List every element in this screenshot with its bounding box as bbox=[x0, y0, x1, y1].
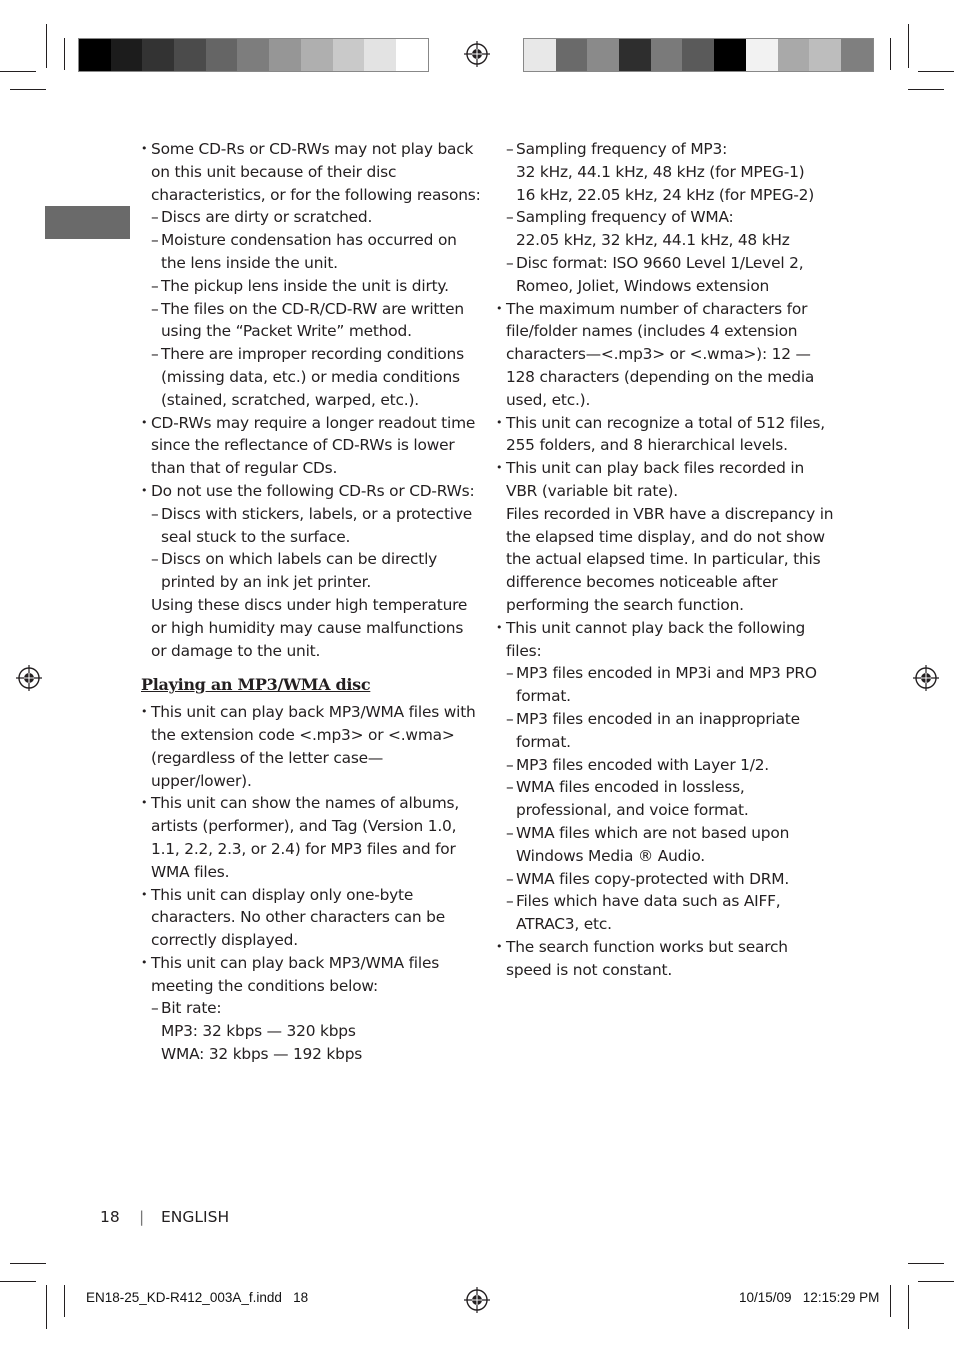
crop-mark bbox=[0, 1281, 36, 1282]
dash-text: WMA files encoded in lossless, professional, and voice format. bbox=[516, 778, 749, 820]
dash-text: Bit rate: bbox=[161, 999, 222, 1018]
dash-item: – Discs are dirty or scratched. bbox=[151, 208, 373, 227]
bullet-text: This unit can show the names of albums, artists (performer), and Tag (Version 1.0, 1.1, 2.2, 2.3, or 2.4) for MP3 files and for WMA files. bbox=[151, 794, 460, 881]
section-heading: Playing an MP3/WMA disc bbox=[141, 675, 371, 695]
crop-mark bbox=[890, 1285, 891, 1317]
note-paragraph: Files recorded in VBR have a discrepancy in the elapsed time display, and do not show the actual elapsed time. In particular, this difference becomes noticeable after performing the search function. bbox=[506, 504, 834, 614]
dash-item: – Bit rate: bbox=[151, 999, 222, 1018]
slug-filename: EN18-25_KD-R412_003A_f.indd 18 bbox=[86, 1290, 309, 1305]
color-swatch bbox=[556, 39, 588, 71]
color-swatch bbox=[174, 39, 206, 71]
dash-item: – Moisture condensation has occurred on the lens inside the unit. bbox=[151, 231, 457, 272]
bullet-text: Some CD-Rs or CD-RWs may not play back on this unit because of their disc characteristics, or for the following reasons: bbox=[151, 140, 481, 204]
crop-mark bbox=[10, 1263, 46, 1264]
color-swatch bbox=[142, 39, 174, 71]
dash-item: – Discs on which labels can be directly printed by an ink jet printer. bbox=[151, 550, 438, 592]
bullet-text: This unit can play back MP3/WMA files meeting the conditions below: bbox=[151, 953, 440, 995]
right-column bbox=[496, 138, 836, 981]
dash-item: – Disc format: ISO 9660 Level 1/Level 2, Romeo, Joliet, Windows extension bbox=[506, 253, 804, 295]
bullet-item bbox=[141, 792, 481, 883]
dash-text: Disc format: ISO 9660 Level 1/Level 2, Romeo, Joliet, Windows extension bbox=[516, 253, 804, 295]
color-swatch bbox=[301, 39, 333, 71]
dash-item: – Discs with stickers, labels, or a protective seal stuck to the surface. bbox=[151, 504, 473, 546]
color-swatch bbox=[682, 39, 714, 71]
crop-mark bbox=[918, 1281, 954, 1282]
color-swatch bbox=[809, 39, 841, 71]
bullet-item bbox=[141, 138, 481, 206]
dash-text: MP3 files encoded with Layer 1/2. bbox=[516, 755, 770, 774]
spec-line: 32 kHz, 44.1 kHz, 48 kHz (for MPEG-1) bbox=[516, 162, 805, 181]
bullet-item bbox=[141, 412, 481, 480]
registration-mark-icon bbox=[464, 41, 490, 67]
bullet-text: The search function works but search speed is not constant. bbox=[506, 937, 788, 979]
crop-mark bbox=[908, 1285, 909, 1329]
bullet-item bbox=[141, 480, 481, 503]
dash-text: Sampling frequency of WMA: bbox=[516, 208, 734, 227]
page-number: 18 bbox=[100, 1208, 120, 1226]
dash-text: WMA files which are not based upon Windows Media ® Audio. bbox=[516, 823, 790, 865]
crop-mark bbox=[918, 71, 954, 72]
registration-mark-icon bbox=[913, 665, 939, 691]
crop-mark bbox=[908, 24, 909, 68]
registration-mark-icon bbox=[16, 665, 42, 691]
color-swatch bbox=[79, 39, 111, 71]
color-swatch bbox=[111, 39, 143, 71]
dash-item: – MP3 files encoded with Layer 1/2. bbox=[506, 755, 770, 774]
bullet-item bbox=[496, 457, 836, 503]
crop-mark bbox=[46, 24, 47, 68]
bullet-text: This unit can display only one-byte characters. No other characters can be correctly displayed. bbox=[151, 885, 446, 950]
crop-mark bbox=[64, 38, 65, 70]
bullet-item bbox=[496, 412, 836, 458]
color-swatch bbox=[269, 39, 301, 71]
dash-item: – MP3 files encoded in an inappropriate format. bbox=[506, 709, 800, 751]
footer-separator: | bbox=[139, 1208, 145, 1226]
note-paragraph: Using these discs under high temperature or high humidity may cause malfunctions or damage to the unit. bbox=[151, 595, 468, 660]
dash-item: – WMA files copy-protected with DRM. bbox=[506, 869, 790, 888]
color-swatch bbox=[396, 39, 428, 71]
dash-text: Discs with stickers, labels, or a protective seal stuck to the surface. bbox=[161, 504, 473, 546]
bullet-item bbox=[496, 617, 836, 663]
crop-mark bbox=[64, 1285, 65, 1317]
bullet-text: Do not use the following CD-Rs or CD-RWs: bbox=[151, 481, 475, 500]
dash-text: Moisture condensation has occurred on the lens inside the unit. bbox=[161, 231, 457, 272]
bullet-item bbox=[141, 952, 481, 998]
dash-item: – The files on the CD-R/CD-RW are written using the “Packet Write” method. bbox=[151, 299, 464, 341]
color-swatch bbox=[746, 39, 778, 71]
slug-timestamp: 10/15/09 12:15:29 PM bbox=[739, 1290, 880, 1305]
color-swatch bbox=[237, 39, 269, 71]
color-swatch bbox=[841, 39, 873, 71]
crop-mark bbox=[46, 1285, 47, 1329]
registration-mark-icon bbox=[464, 1287, 490, 1313]
color-calibration-bar-left bbox=[78, 38, 429, 72]
spec-line: WMA: 32 kbps — 192 kbps bbox=[161, 1045, 363, 1064]
dash-text: The files on the CD-R/CD-RW are written using the “Packet Write” method. bbox=[161, 299, 464, 341]
dash-item: – Sampling frequency of MP3: bbox=[506, 140, 728, 158]
crop-mark bbox=[908, 1263, 944, 1264]
dash-text: MP3 files encoded in an inappropriate format. bbox=[516, 709, 800, 751]
section-tab-marker bbox=[45, 206, 130, 239]
dash-text: The pickup lens inside the unit is dirty. bbox=[161, 276, 449, 295]
color-swatch bbox=[206, 39, 238, 71]
dash-text: Discs on which labels can be directly printed by an ink jet printer. bbox=[161, 550, 438, 592]
dash-item: – WMA files which are not based upon Windows Media ® Audio. bbox=[506, 823, 790, 865]
dash-text: Discs are dirty or scratched. bbox=[161, 208, 373, 227]
crop-mark bbox=[908, 89, 944, 90]
dash-item: – The pickup lens inside the unit is dirty. bbox=[151, 276, 449, 295]
bullet-item bbox=[496, 298, 836, 412]
dash-item: – MP3 files encoded in MP3i and MP3 PRO format. bbox=[506, 664, 817, 706]
dash-text: Files which have data such as AIFF, ATRAC3, etc. bbox=[516, 892, 781, 934]
bullet-text: This unit can play back MP3/WMA files with the extension code <.mp3> or <.wma> (regardless of the letter case—upper/lower). bbox=[151, 703, 476, 790]
dash-item: – Sampling frequency of WMA: bbox=[506, 208, 734, 227]
spec-line: 22.05 kHz, 32 kHz, 44.1 kHz, 48 kHz bbox=[516, 231, 790, 250]
color-swatch bbox=[778, 39, 810, 71]
bullet-text: This unit cannot play back the following files: bbox=[506, 618, 806, 660]
color-swatch bbox=[619, 39, 651, 71]
footer-language: ENGLISH bbox=[161, 1208, 230, 1226]
color-swatch bbox=[333, 39, 365, 71]
bullet-item bbox=[496, 936, 836, 982]
dash-item: – WMA files encoded in lossless, professional, and voice format. bbox=[506, 778, 749, 820]
color-swatch bbox=[587, 39, 619, 71]
color-swatch bbox=[364, 39, 396, 71]
bullet-text: CD-RWs may require a longer readout time since the reflectance of CD-RWs is lower than that of regular CDs. bbox=[151, 413, 476, 478]
dash-text: There are improper recording conditions (missing data, etc.) or media conditions (stained, scratched, warped, etc.). bbox=[161, 345, 464, 409]
bullet-item bbox=[141, 701, 481, 792]
color-swatch bbox=[714, 39, 746, 71]
color-swatch bbox=[524, 39, 556, 71]
dash-item: – There are improper recording conditions (missing data, etc.) or media conditions (stained, scratched, warped, etc.). bbox=[151, 345, 464, 409]
spec-line: 16 kHz, 22.05 kHz, 24 kHz (for MPEG-2) bbox=[516, 185, 815, 204]
dash-text: WMA files copy-protected with DRM. bbox=[516, 869, 790, 888]
color-swatch bbox=[651, 39, 683, 71]
crop-mark bbox=[10, 89, 46, 90]
left-column bbox=[141, 138, 481, 1066]
crop-mark bbox=[890, 38, 891, 70]
bullet-item bbox=[141, 884, 481, 952]
spec-line: MP3: 32 kbps — 320 kbps bbox=[161, 1022, 356, 1041]
dash-text: MP3 files encoded in MP3i and MP3 PRO format. bbox=[516, 664, 817, 706]
color-calibration-bar-right bbox=[523, 38, 874, 72]
bullet-text: This unit can recognize a total of 512 files, 255 folders, and 8 hierarchical levels. bbox=[506, 413, 825, 455]
bullet-text: The maximum number of characters for file/folder names (includes 4 extension characters—<.mp3> or <.wma>): 12 — 128 characters (depending on the media used, etc.). bbox=[506, 299, 815, 409]
dash-text: Sampling frequency of MP3: bbox=[516, 140, 728, 158]
dash-item: – Files which have data such as AIFF, ATRAC3, etc. bbox=[506, 892, 781, 934]
bullet-text: This unit can play back files recorded in VBR (variable bit rate). bbox=[506, 459, 805, 500]
crop-mark bbox=[0, 71, 36, 72]
